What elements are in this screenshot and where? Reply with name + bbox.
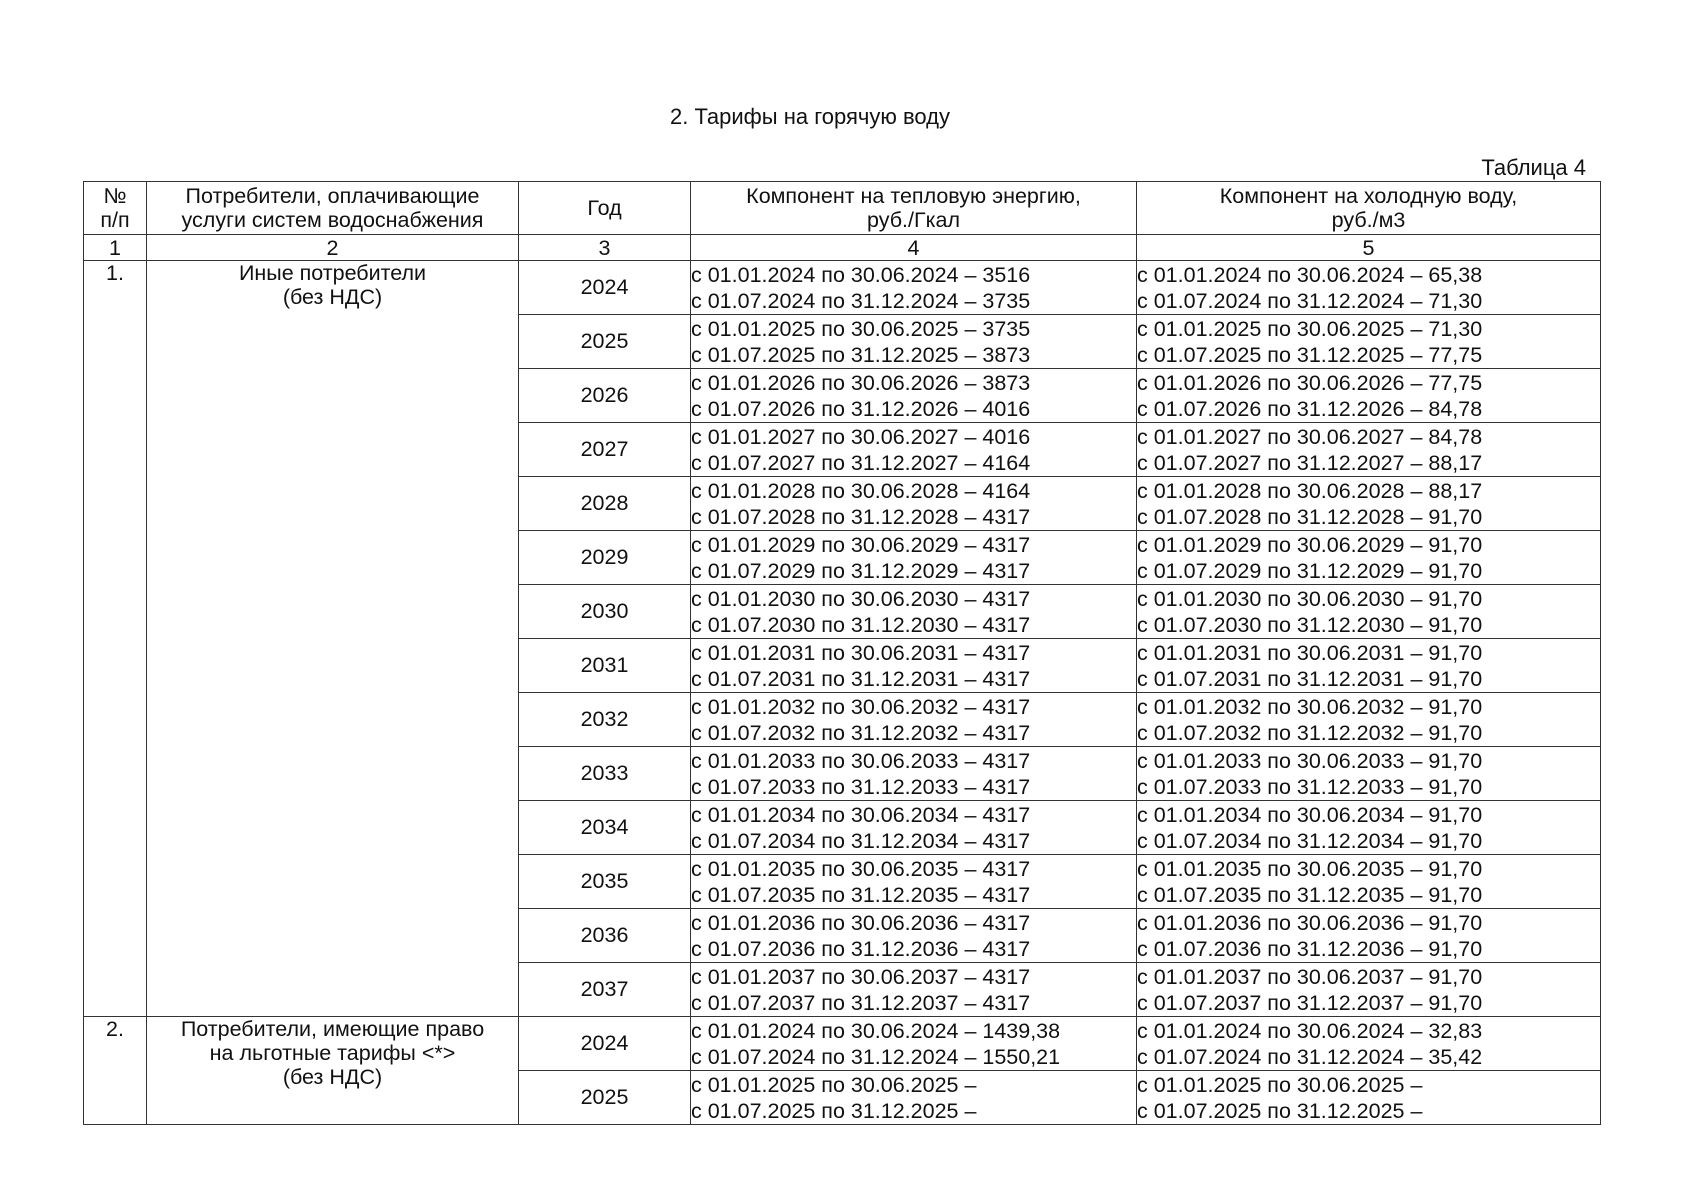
year-cell: 2024 <box>519 1017 691 1071</box>
cold-tariff-line: с 01.07.2032 по 31.12.2032 – 91,70 <box>1137 720 1483 745</box>
cold-tariff-line: с 01.07.2030 по 31.12.2030 – 91,70 <box>1137 612 1483 637</box>
heat-tariff-line: с 01.01.2025 по 30.06.2025 – <box>691 1072 977 1097</box>
cold-tariff-line: с 01.01.2025 по 30.06.2025 – <box>1137 1072 1423 1097</box>
cold-component-cell <box>1137 693 1601 747</box>
column-number-row <box>84 235 1601 261</box>
heat-component-cell <box>691 261 1137 315</box>
cold-tariff-line: с 01.01.2024 по 30.06.2024 – 32,83 <box>1137 1018 1483 1043</box>
year-cell: 2027 <box>519 423 691 477</box>
heat-component-cell <box>691 747 1137 801</box>
cold-tariff-line: с 01.07.2024 по 31.12.2024 – 71,30 <box>1137 288 1483 313</box>
heat-tariff-line: с 01.01.2035 по 30.06.2035 – 4317 <box>691 856 1031 881</box>
column-number: 3 <box>519 235 691 261</box>
consumer-category-line: Потребители, имеющие право <box>180 1017 485 1041</box>
heat-tariff-line: с 01.01.2026 по 30.06.2026 – 3873 <box>691 370 1031 395</box>
heat-component-cell <box>691 855 1137 909</box>
header-consumers-line: Потребители, оплачивающие <box>185 184 480 208</box>
header-heat-component <box>691 182 1137 235</box>
year-cell: 2032 <box>519 693 691 747</box>
header-consumers-line: услуги систем водоснабжения <box>181 208 484 232</box>
cold-component-cell <box>1137 855 1601 909</box>
column-number: 4 <box>691 235 1137 261</box>
cold-tariff-line: с 01.07.2031 по 31.12.2031 – 91,70 <box>1137 666 1483 691</box>
tariff-table-body <box>84 261 1601 1125</box>
cold-tariff-line: с 01.07.2025 по 31.12.2025 – 77,75 <box>1137 342 1483 367</box>
heat-tariff-line: с 01.01.2024 по 30.06.2024 – 3516 <box>691 262 1031 287</box>
row-number: 2. <box>84 1017 147 1125</box>
heat-tariff-line: с 01.07.2030 по 31.12.2030 – 4317 <box>691 612 1031 637</box>
header-num-line: п/п <box>100 208 130 232</box>
heat-tariff-line: с 01.07.2031 по 31.12.2031 – 4317 <box>691 666 1031 691</box>
cold-tariff-line: с 01.07.2035 по 31.12.2035 – 91,70 <box>1137 882 1483 907</box>
header-num <box>84 182 147 235</box>
cold-component-cell <box>1137 315 1601 369</box>
header-row <box>84 182 1601 235</box>
consumer-category-line: (без НДС) <box>282 285 383 309</box>
year-cell: 2031 <box>519 639 691 693</box>
cold-tariff-line: с 01.01.2026 по 30.06.2026 – 77,75 <box>1137 370 1483 395</box>
heat-tariff-line: с 01.01.2028 по 30.06.2028 – 4164 <box>691 478 1031 503</box>
cold-tariff-line: с 01.01.2034 по 30.06.2034 – 91,70 <box>1137 802 1483 827</box>
heat-tariff-line: с 01.01.2027 по 30.06.2027 – 4016 <box>691 424 1031 449</box>
cold-component-cell <box>1137 963 1601 1017</box>
cold-tariff-line: с 01.01.2025 по 30.06.2025 – 71,30 <box>1137 316 1483 341</box>
consumer-category <box>147 261 519 1017</box>
cold-tariff-line: с 01.01.2028 по 30.06.2028 – 88,17 <box>1137 478 1483 503</box>
header-consumers <box>147 182 519 235</box>
heat-tariff-line: с 01.07.2024 по 31.12.2024 – 3735 <box>691 288 1031 313</box>
heat-tariff-line: с 01.07.2032 по 31.12.2032 – 4317 <box>691 720 1031 745</box>
heat-component-cell <box>691 693 1137 747</box>
cold-tariff-line: с 01.01.2029 по 30.06.2029 – 91,70 <box>1137 532 1483 557</box>
year-cell: 2024 <box>519 261 691 315</box>
cold-tariff-line: с 01.07.2027 по 31.12.2027 – 88,17 <box>1137 450 1483 475</box>
tariff-table <box>83 181 1601 1125</box>
cold-tariff-line: с 01.07.2026 по 31.12.2026 – 84,78 <box>1137 396 1483 421</box>
heat-tariff-line: с 01.01.2036 по 30.06.2036 – 4317 <box>691 910 1031 935</box>
heat-tariff-line: с 01.01.2032 по 30.06.2032 – 4317 <box>691 694 1031 719</box>
cold-tariff-line: с 01.07.2037 по 31.12.2037 – 91,70 <box>1137 990 1483 1015</box>
column-number: 1 <box>84 235 147 261</box>
heat-tariff-line: с 01.01.2031 по 30.06.2031 – 4317 <box>691 640 1031 665</box>
heat-component-cell <box>691 801 1137 855</box>
year-cell: 2036 <box>519 909 691 963</box>
heat-tariff-line: с 01.07.2028 по 31.12.2028 – 4317 <box>691 504 1031 529</box>
cold-tariff-line: с 01.07.2024 по 31.12.2024 – 35,42 <box>1137 1044 1483 1069</box>
heat-component-cell <box>691 477 1137 531</box>
table-row <box>84 1017 1601 1071</box>
header-year-line: Год <box>587 196 622 220</box>
heat-component-cell <box>691 909 1137 963</box>
cold-tariff-line: с 01.01.2037 по 30.06.2037 – 91,70 <box>1137 964 1483 989</box>
heat-tariff-line: с 01.07.2036 по 31.12.2036 – 4317 <box>691 936 1031 961</box>
year-cell: 2033 <box>519 747 691 801</box>
year-cell: 2026 <box>519 369 691 423</box>
heat-tariff-line: с 01.01.2037 по 30.06.2037 – 4317 <box>691 964 1031 989</box>
year-cell: 2030 <box>519 585 691 639</box>
year-cell: 2037 <box>519 963 691 1017</box>
table-row <box>84 261 1601 315</box>
cold-component-cell <box>1137 801 1601 855</box>
cold-tariff-line: с 01.07.2029 по 31.12.2029 – 91,70 <box>1137 558 1483 583</box>
heat-component-cell <box>691 963 1137 1017</box>
cold-component-cell <box>1137 423 1601 477</box>
heat-tariff-line: с 01.07.2024 по 31.12.2024 – 1550,21 <box>691 1044 1061 1069</box>
year-cell: 2025 <box>519 1071 691 1125</box>
cold-tariff-line: с 01.01.2033 по 30.06.2033 – 91,70 <box>1137 748 1483 773</box>
cold-component-cell <box>1137 585 1601 639</box>
cold-component-cell <box>1137 909 1601 963</box>
heat-tariff-line: с 01.01.2029 по 30.06.2029 – 4317 <box>691 532 1031 557</box>
heat-tariff-line: с 01.01.2024 по 30.06.2024 – 1439,38 <box>691 1018 1061 1043</box>
heat-component-cell <box>691 1071 1137 1125</box>
cold-component-cell <box>1137 531 1601 585</box>
heat-tariff-line: с 01.07.2037 по 31.12.2037 – 4317 <box>691 990 1031 1015</box>
heat-component-cell <box>691 369 1137 423</box>
cold-tariff-line: с 01.01.2024 по 30.06.2024 – 65,38 <box>1137 262 1483 287</box>
year-cell: 2028 <box>519 477 691 531</box>
cold-component-cell <box>1137 477 1601 531</box>
heat-tariff-line: с 01.07.2034 по 31.12.2034 – 4317 <box>691 828 1031 853</box>
heat-component-cell <box>691 639 1137 693</box>
cold-tariff-line: с 01.01.2027 по 30.06.2027 – 84,78 <box>1137 424 1483 449</box>
heat-component-cell <box>691 531 1137 585</box>
cold-tariff-line: с 01.01.2035 по 30.06.2035 – 91,70 <box>1137 856 1483 881</box>
year-cell: 2035 <box>519 855 691 909</box>
cold-tariff-line: с 01.07.2025 по 31.12.2025 – <box>1137 1098 1423 1123</box>
cold-component-cell <box>1137 1071 1601 1125</box>
cold-component-cell <box>1137 639 1601 693</box>
cold-tariff-line: с 01.07.2033 по 31.12.2033 – 91,70 <box>1137 774 1483 799</box>
consumer-category-line: (без НДС) <box>282 1065 383 1089</box>
column-number: 2 <box>147 235 519 261</box>
heat-tariff-line: с 01.07.2025 по 31.12.2025 – 3873 <box>691 342 1031 367</box>
heat-tariff-line: с 01.07.2026 по 31.12.2026 – 4016 <box>691 396 1031 421</box>
header-cold-line: Компонент на холодную воду, <box>1219 184 1518 208</box>
heat-tariff-line: с 01.07.2029 по 31.12.2029 – 4317 <box>691 558 1031 583</box>
cold-tariff-line: с 01.07.2036 по 31.12.2036 – 91,70 <box>1137 936 1483 961</box>
header-year <box>519 182 691 235</box>
heat-component-cell <box>691 315 1137 369</box>
table-label: Таблица 4 <box>1481 155 1586 180</box>
consumer-category-line: на льготные тарифы <*> <box>209 1041 456 1065</box>
cold-component-cell <box>1137 261 1601 315</box>
cold-component-cell <box>1137 1017 1601 1071</box>
heat-tariff-line: с 01.07.2033 по 31.12.2033 – 4317 <box>691 774 1031 799</box>
heat-tariff-line: с 01.01.2025 по 30.06.2025 – 3735 <box>691 316 1031 341</box>
consumer-category <box>147 1017 519 1125</box>
heat-tariff-line: с 01.01.2033 по 30.06.2033 – 4317 <box>691 748 1031 773</box>
document-title: 2. Тарифы на горячую воду <box>670 104 950 129</box>
year-cell: 2029 <box>519 531 691 585</box>
header-heat-line: руб./Гкал <box>867 208 960 232</box>
heat-tariff-line: с 01.07.2027 по 31.12.2027 – 4164 <box>691 450 1031 475</box>
heat-tariff-line: с 01.07.2035 по 31.12.2035 – 4317 <box>691 882 1031 907</box>
column-number: 5 <box>1137 235 1601 261</box>
heat-component-cell <box>691 1017 1137 1071</box>
cold-component-cell <box>1137 747 1601 801</box>
consumer-category-line: Иные потребители <box>238 261 427 285</box>
cold-tariff-line: с 01.01.2036 по 30.06.2036 – 91,70 <box>1137 910 1483 935</box>
header-num-line: № <box>103 184 127 208</box>
cold-tariff-line: с 01.01.2030 по 30.06.2030 – 91,70 <box>1137 586 1483 611</box>
heat-component-cell <box>691 423 1137 477</box>
heat-tariff-line: с 01.01.2034 по 30.06.2034 – 4317 <box>691 802 1031 827</box>
row-number: 1. <box>84 261 147 1017</box>
cold-tariff-line: с 01.07.2034 по 31.12.2034 – 91,70 <box>1137 828 1483 853</box>
cold-tariff-line: с 01.01.2031 по 30.06.2031 – 91,70 <box>1137 640 1483 665</box>
header-cold-component <box>1137 182 1601 235</box>
header-heat-line: Компонент на тепловую энергию, <box>746 184 1081 208</box>
cold-tariff-line: с 01.01.2032 по 30.06.2032 – 91,70 <box>1137 694 1483 719</box>
heat-tariff-line: с 01.01.2030 по 30.06.2030 – 4317 <box>691 586 1031 611</box>
heat-component-cell <box>691 585 1137 639</box>
year-cell: 2025 <box>519 315 691 369</box>
cold-component-cell <box>1137 369 1601 423</box>
header-cold-line: руб./м3 <box>1331 208 1406 232</box>
cold-tariff-line: с 01.07.2028 по 31.12.2028 – 91,70 <box>1137 504 1483 529</box>
heat-tariff-line: с 01.07.2025 по 31.12.2025 – <box>691 1098 977 1123</box>
year-cell: 2034 <box>519 801 691 855</box>
